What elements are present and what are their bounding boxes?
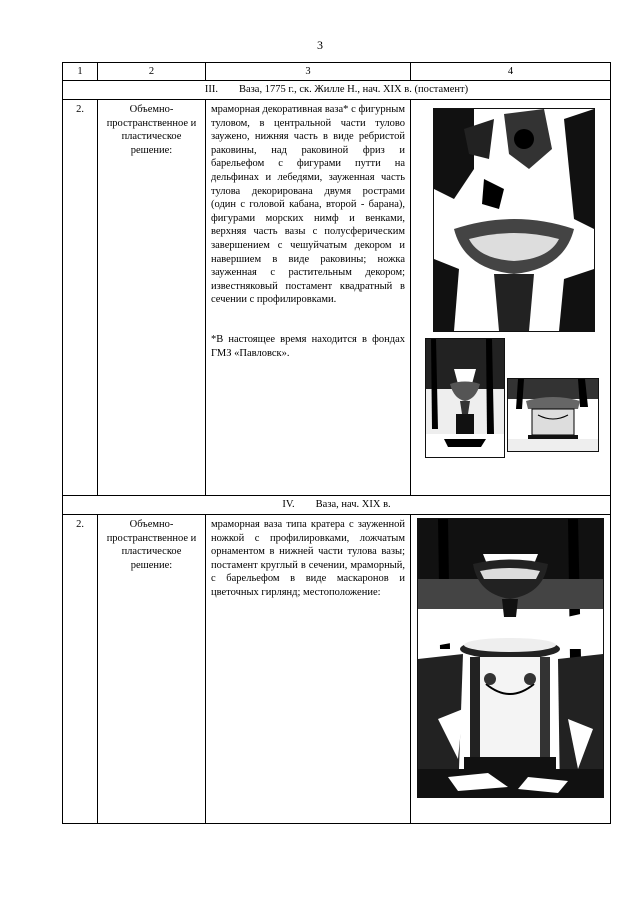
page-number: 3 [317,38,323,52]
section-4-row [63,515,611,824]
section-3-title: III. Ваза, 1775 г., ск. Жилле Н., нач. XIX в. (постамент) [63,81,611,100]
section-3-number: 2. [63,100,98,496]
section-3-description-cell [206,100,411,496]
header-col-3: 3 [206,63,411,81]
section-4-title: IV. Ваза, нач. XIX в. [63,496,611,515]
section-3-header [63,81,611,100]
vase-detail-photo [433,108,595,332]
section-3-note: *В настоящее время находится в фондах ГМЗ «Павловск». [211,333,405,359]
section-4-photos [411,515,611,824]
section-3-photos [411,100,611,496]
header-col-1: 1 [63,63,98,81]
header-row [63,63,611,81]
park-vase-photo [425,338,505,458]
section-4-description: мраморная ваза типа кратера с зауженной ножкой с профилировками, ложчатым орнаментом в нижней части тулова вазы; постамент круглый в сечении, мраморный, с барельефом в виде маскаронов и цветочных гирлянд; местоположение: [211,519,405,598]
section-4-label: Объемно-пространственное и пластическое решение: [98,515,206,824]
pedestal-photo [507,378,599,452]
section-3-label: Объемно-пространственное и пластическое решение: [98,100,206,496]
section-3-row [63,100,611,496]
section-4-header [63,496,611,515]
header-col-4: 4 [411,63,611,81]
garden-vase-photo [417,518,604,798]
section-4-description-cell [206,515,411,824]
header-col-2: 2 [98,63,206,81]
monument-table [62,62,611,824]
section-3-description: мраморная декоративная ваза* с фигурным туловом, в центральной части тулово заужено, нижняя часть в виде ребристой раковины, над раковиной фриз и барельефом с фигурами путти на дельфинах и лебедями, зауженная часть тулова декорирована двумя рострами (один с головой кабана, второй - барана), фигурами морских нимф и венками, верхняя часть вазы с полусферическим завершением с чешуйчатым декором и навершием в виде раковины; ножка зауженная с растительным декором; известняковый постамент квадратный в сечении с профилировками. [211,104,405,306]
section-4-number: 2. [63,515,98,824]
